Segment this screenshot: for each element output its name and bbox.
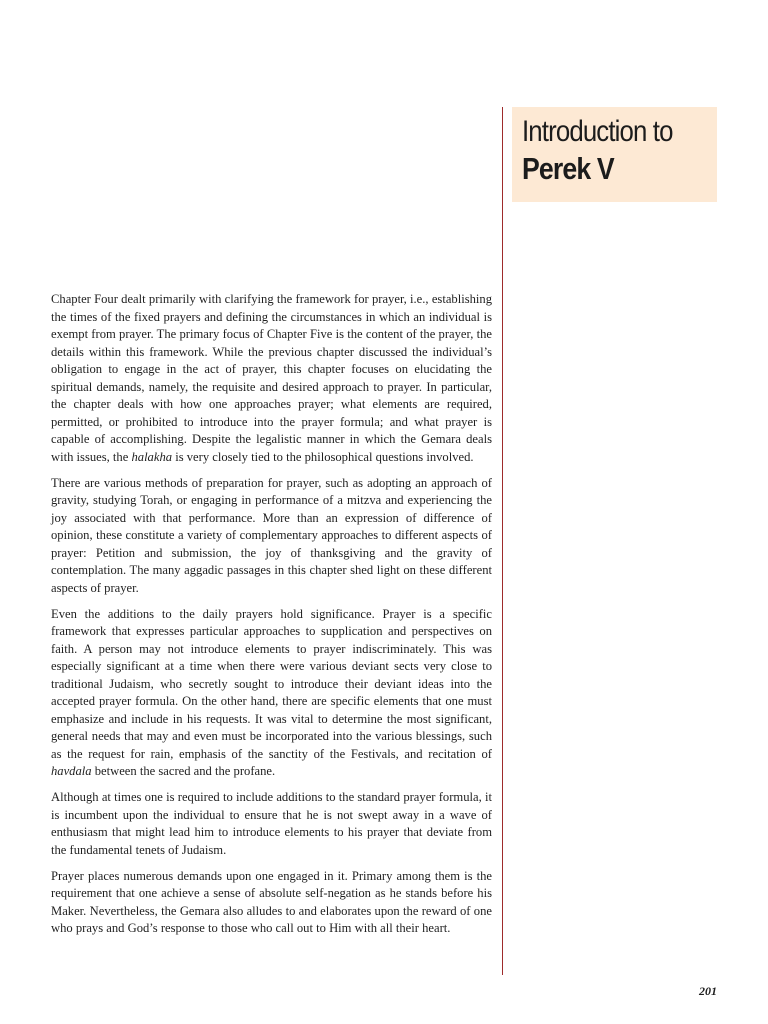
chapter-title-line2: Perek V (522, 151, 614, 186)
italic-term: havdala (51, 764, 92, 778)
paragraph-text: between the sacred and the profane. (91, 764, 276, 778)
paragraph-text: is very closely tied to the philosophical questions involved. (172, 449, 474, 464)
body-paragraph (51, 291, 492, 466)
body-paragraph (51, 789, 492, 859)
body-paragraph (51, 868, 492, 938)
body-text (51, 291, 492, 946)
paragraph-text: Prayer places numerous demands upon one engaged in it. Primary among them is the requirement that one achieve a sense of absolute self-negation as he stands before his Maker. Nevertheless, the Gemara also alludes to and elaborates upon the reward of one who prays and God’s response to those who call out to Him with all their heart. (51, 868, 492, 935)
italic-term: halakha (131, 449, 173, 464)
body-paragraph (51, 606, 492, 781)
chapter-title-line1: Introduction to (522, 115, 673, 148)
paragraph-text: There are various methods of preparation for prayer, such as adopting an approach of gravity, studying Torah, or engaging in performance of a mitzva and experiencing the joy associated with that performance. More than an expression of difference of opinion, these constitute a variety of complementary approaches to different aspects of prayer: Petition and submission, the joy of thanksgiving and the gravity of contemplation. The many aggadic passages in this chapter shed light on these different aspects of prayer. (51, 475, 492, 595)
chapter-title-box (512, 107, 717, 202)
body-paragraph (51, 475, 492, 598)
page-number: 201 (699, 984, 717, 998)
vertical-rule (502, 107, 503, 975)
paragraph-text: Chapter Four dealt primarily with clarifying the framework for prayer, i.e., establishing the times of the fixed prayers and defining the circumstances in which an individual is exempt from prayer. The primary focus of Chapter Five is the content of the prayer, the details within this framework. While the previous chapter discussed the individual’s obligation to engage in the act of prayer, this chapter focuses on elucidating the spiritual demands, namely, the requisite and desired approach to prayer. In particular, the chapter deals with how one approaches prayer; what elements are required, permitted, or prohibited to introduce into the prayer formula; and what prayer is capable of accomplishing. Despite the legalistic manner in which the Gemara deals with issues, the (51, 292, 492, 464)
paragraph-text: Even the additions to the daily prayers hold significance. Prayer is a specific framework that expresses particular approaches to supplication and perspectives on faith. A person may not introduce elements to prayer indiscriminately. This was especially significant at a time when there were various deviant sects very close to traditional Judaism, who secretly sought to introduce their deviant ideas into the accepted prayer formula. On the other hand, there are specific elements that one must emphasize and include in his requests. It was vital to determine the most significant, general needs that may and even must be incorporated into the various blessings, such as the request for rain, emphasis of the sanctity of the Festivals, and recitation of (51, 606, 492, 761)
paragraph-text: Although at times one is required to include additions to the standard prayer formula, it is incumbent upon the individual to ensure that he is not swept away in a wave of enthusiasm that might lead him to introduce elements to his prayer that deviate from the fundamental tenets of Judaism. (51, 790, 492, 857)
